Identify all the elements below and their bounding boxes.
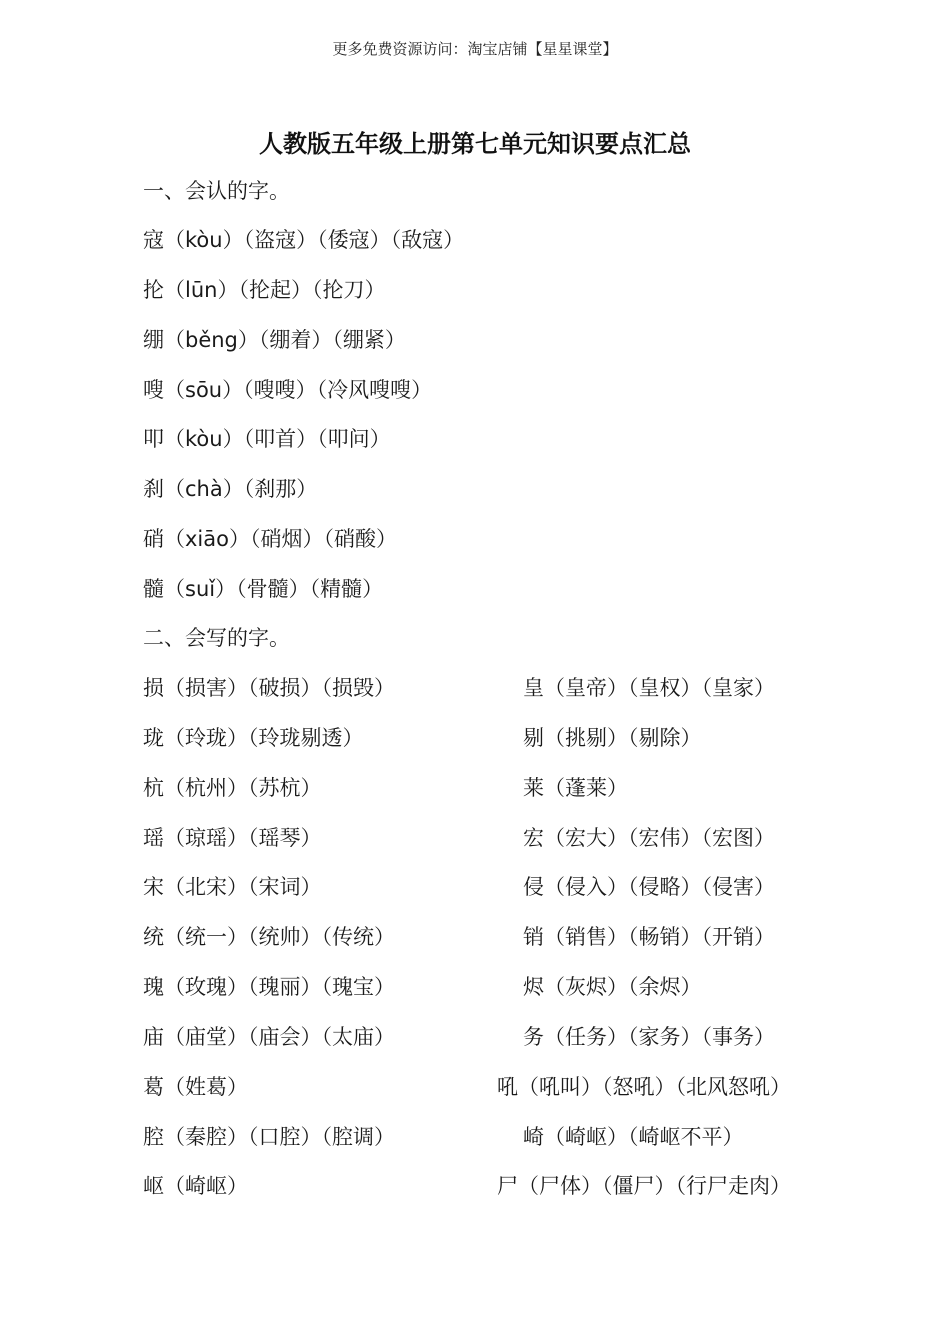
section-heading-write: 二、会写的字。 bbox=[143, 626, 290, 650]
write-item-left: 统（统一）（统帅）（传统） bbox=[143, 925, 395, 949]
write-item-left: 杭（杭州）（苏杭） bbox=[143, 776, 322, 800]
header-note: 更多免费资源访问：淘宝店铺【星星课堂】 bbox=[332, 40, 618, 58]
write-item-left: 损（损害）（破损）（损毁） bbox=[143, 676, 395, 700]
write-item-right: 销（销售）（畅销）（开销） bbox=[523, 925, 775, 949]
write-item-right: 烬（灰烬）（余烬） bbox=[523, 975, 702, 999]
recognize-item: 绷（běng）（绷着）（绷紧） bbox=[143, 328, 406, 352]
write-item-left: 葛（姓葛） bbox=[143, 1075, 248, 1099]
write-item-left: 瑰（玫瑰）（瑰丽）（瑰宝） bbox=[143, 975, 395, 999]
recognize-item: 刹（chà）（刹那） bbox=[143, 477, 318, 501]
write-item-left: 宋（北宋）（宋词） bbox=[143, 875, 322, 899]
recognize-item: 寇（kòu）（盗寇）（倭寇）（敌寇） bbox=[143, 228, 465, 252]
page-title: 人教版五年级上册第七单元知识要点汇总 bbox=[259, 130, 691, 158]
write-item-left: 瑶（琼瑶）（瑶琴） bbox=[143, 826, 322, 850]
write-item-right: 剔（挑剔）（剔除） bbox=[523, 726, 702, 750]
write-item-left: 珑（玲珑）（玲珑剔透） bbox=[143, 726, 364, 750]
recognize-item: 硝（xiāo）（硝烟）（硝酸） bbox=[143, 527, 397, 551]
write-item-right: 务（任务）（家务）（事务） bbox=[523, 1025, 775, 1049]
recognize-item: 嗖（sōu）（嗖嗖）（冷风嗖嗖） bbox=[143, 378, 433, 402]
write-item-right: 崎（崎岖）（崎岖不平） bbox=[523, 1125, 744, 1149]
write-item-left: 庙（庙堂）（庙会）（太庙） bbox=[143, 1025, 395, 1049]
write-item-right: 莱（蓬莱） bbox=[523, 776, 628, 800]
write-item-right: 尸（尸体）（僵尸）（行尸走肉） bbox=[497, 1174, 791, 1198]
recognize-item: 髓（suǐ）（骨髓）（精髓） bbox=[143, 577, 384, 601]
write-item-right: 皇（皇帝）（皇权）（皇家） bbox=[523, 676, 775, 700]
recognize-item: 抡（lūn）（抡起）（抡刀） bbox=[143, 278, 386, 302]
write-item-right: 吼（吼叫）（怒吼）（北风怒吼） bbox=[497, 1075, 791, 1099]
write-item-right: 宏（宏大）（宏伟）（宏图） bbox=[523, 826, 775, 850]
write-item-right: 侵（侵入）（侵略）（侵害） bbox=[523, 875, 775, 899]
write-item-left: 腔（秦腔）（口腔）（腔调） bbox=[143, 1125, 395, 1149]
section-heading-recognize: 一、会认的字。 bbox=[143, 179, 290, 203]
recognize-item: 叩（kòu）（叩首）（叩问） bbox=[143, 427, 391, 451]
write-item-left: 岖（崎岖） bbox=[143, 1174, 248, 1198]
